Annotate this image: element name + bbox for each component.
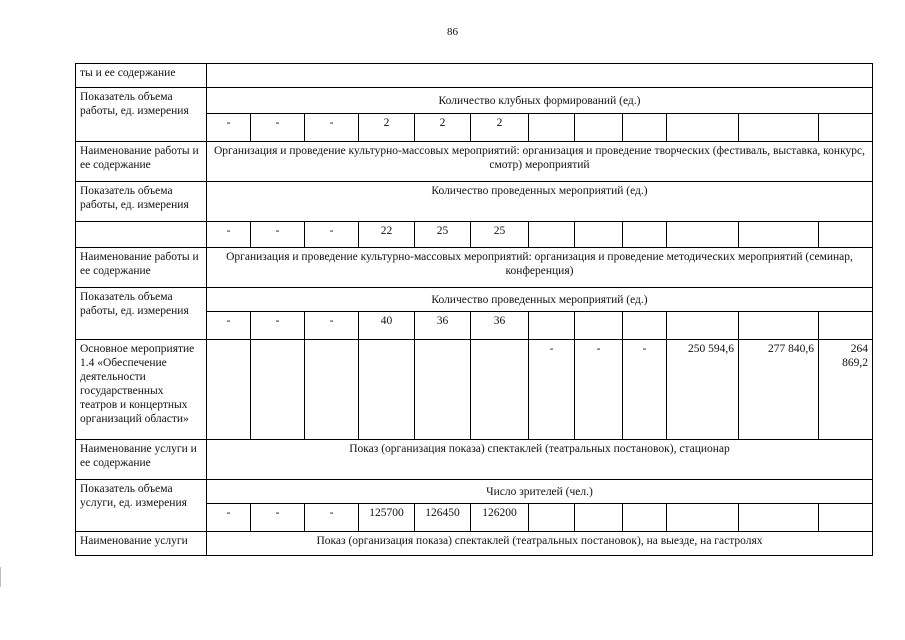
- value-cell: [623, 312, 667, 340]
- value-cell: -: [207, 114, 251, 142]
- value-cell: 2: [415, 114, 471, 142]
- value-cell: 36: [415, 312, 471, 340]
- value-cell: [739, 312, 819, 340]
- value-cell: [667, 504, 739, 532]
- row-label: Показатель объема услуги, ед. измерения: [76, 480, 207, 532]
- value-cell: -: [207, 312, 251, 340]
- row-label: Основное мероприятие 1.4 «Обеспечение деятельности государственных театров и концертных организаций области»: [76, 340, 207, 440]
- service-description: Показ (организация показа) спектаклей (театральных постановок), стационар: [207, 440, 873, 480]
- value-cell: 36: [471, 312, 529, 340]
- value-cell: -: [305, 222, 359, 248]
- page-number: 86: [447, 26, 458, 38]
- value-cell: [819, 114, 873, 142]
- row-label: Наименование услуги: [76, 532, 207, 556]
- table-row: [76, 182, 873, 222]
- empty-cell: [207, 64, 873, 88]
- value-cell: [667, 114, 739, 142]
- value-cell: [575, 114, 623, 142]
- value-cell: 2: [471, 114, 529, 142]
- margin-mark: [0, 567, 5, 587]
- value-cell: [251, 340, 305, 440]
- service-description: Показ (организация показа) спектаклей (театральных постановок), на выезде, на гастролях: [207, 532, 873, 556]
- value-cell: [529, 312, 575, 340]
- value-cell: [575, 312, 623, 340]
- table-row: [76, 248, 873, 288]
- value-cell: 2: [359, 114, 415, 142]
- value-cell: 126200: [471, 504, 529, 532]
- row-label: Показатель объема работы, ед. измерения: [76, 182, 207, 222]
- value-cell: [471, 340, 529, 440]
- value-cell: 125700: [359, 504, 415, 532]
- value-cell: -: [623, 340, 667, 440]
- indicator-header: Количество проведенных мероприятий (ед.): [207, 288, 873, 312]
- row-label: Наименование услуги и ее содержание: [76, 440, 207, 480]
- table-row: [76, 340, 873, 440]
- table-row: [76, 440, 873, 480]
- value-cell: -: [529, 340, 575, 440]
- values-row: [76, 222, 873, 248]
- value-cell: 250 594,6: [667, 340, 739, 440]
- value-cell: [623, 114, 667, 142]
- table-row: [76, 142, 873, 182]
- table-row: [76, 88, 873, 114]
- value-cell: [623, 504, 667, 532]
- row-label: Наименование работы и ее содержание: [76, 248, 207, 288]
- value-cell: -: [251, 222, 305, 248]
- work-description: Организация и проведение культурно-массовых мероприятий: организация и проведение методических мероприятий (семинар, конференция): [207, 248, 873, 288]
- indicator-header: Число зрителей (чел.): [207, 480, 873, 504]
- row-label: Наименование работы и ее содержание: [76, 142, 207, 182]
- value-cell: [623, 222, 667, 248]
- table-row: [76, 288, 873, 312]
- table-row: [76, 532, 873, 556]
- program-table: [75, 63, 873, 556]
- value-cell: 264 869,2: [819, 340, 873, 440]
- value-cell: -: [251, 504, 305, 532]
- value-cell: [819, 312, 873, 340]
- value-cell: 277 840,6: [739, 340, 819, 440]
- value-cell: [575, 504, 623, 532]
- value-cell: [739, 114, 819, 142]
- value-cell: [305, 340, 359, 440]
- indicator-header: Количество клубных формирований (ед.): [207, 88, 873, 114]
- value-cell: 22: [359, 222, 415, 248]
- value-cell: 25: [471, 222, 529, 248]
- value-cell: [207, 340, 251, 440]
- value-cell: -: [305, 114, 359, 142]
- value-cell: -: [305, 504, 359, 532]
- value-cell: [819, 504, 873, 532]
- value-cell: 40: [359, 312, 415, 340]
- work-description: Организация и проведение культурно-массовых мероприятий: организация и проведение творческих (фестиваль, выставка, конкурс, смотр) мероприятий: [207, 142, 873, 182]
- row-label: Показатель объема работы, ед. измерения: [76, 288, 207, 340]
- row-label: Показатель объема работы, ед. измерения: [76, 88, 207, 142]
- value-cell: -: [305, 312, 359, 340]
- table-row: [76, 480, 873, 504]
- value-cell: -: [207, 504, 251, 532]
- value-cell: [819, 222, 873, 248]
- indicator-header: Количество проведенных мероприятий (ед.): [207, 182, 873, 222]
- empty-cell: [76, 222, 207, 248]
- value-cell: 25: [415, 222, 471, 248]
- table-row: [76, 64, 873, 88]
- value-cell: [359, 340, 415, 440]
- value-cell: [667, 312, 739, 340]
- value-cell: -: [251, 312, 305, 340]
- value-cell: -: [251, 114, 305, 142]
- value-cell: [529, 114, 575, 142]
- value-cell: [529, 504, 575, 532]
- value-cell: [739, 504, 819, 532]
- value-cell: [415, 340, 471, 440]
- value-cell: 126450: [415, 504, 471, 532]
- row-label: ты и ее содержание: [76, 64, 207, 88]
- value-cell: [667, 222, 739, 248]
- value-cell: -: [575, 340, 623, 440]
- value-cell: -: [207, 222, 251, 248]
- value-cell: [529, 222, 575, 248]
- value-cell: [575, 222, 623, 248]
- value-cell: [739, 222, 819, 248]
